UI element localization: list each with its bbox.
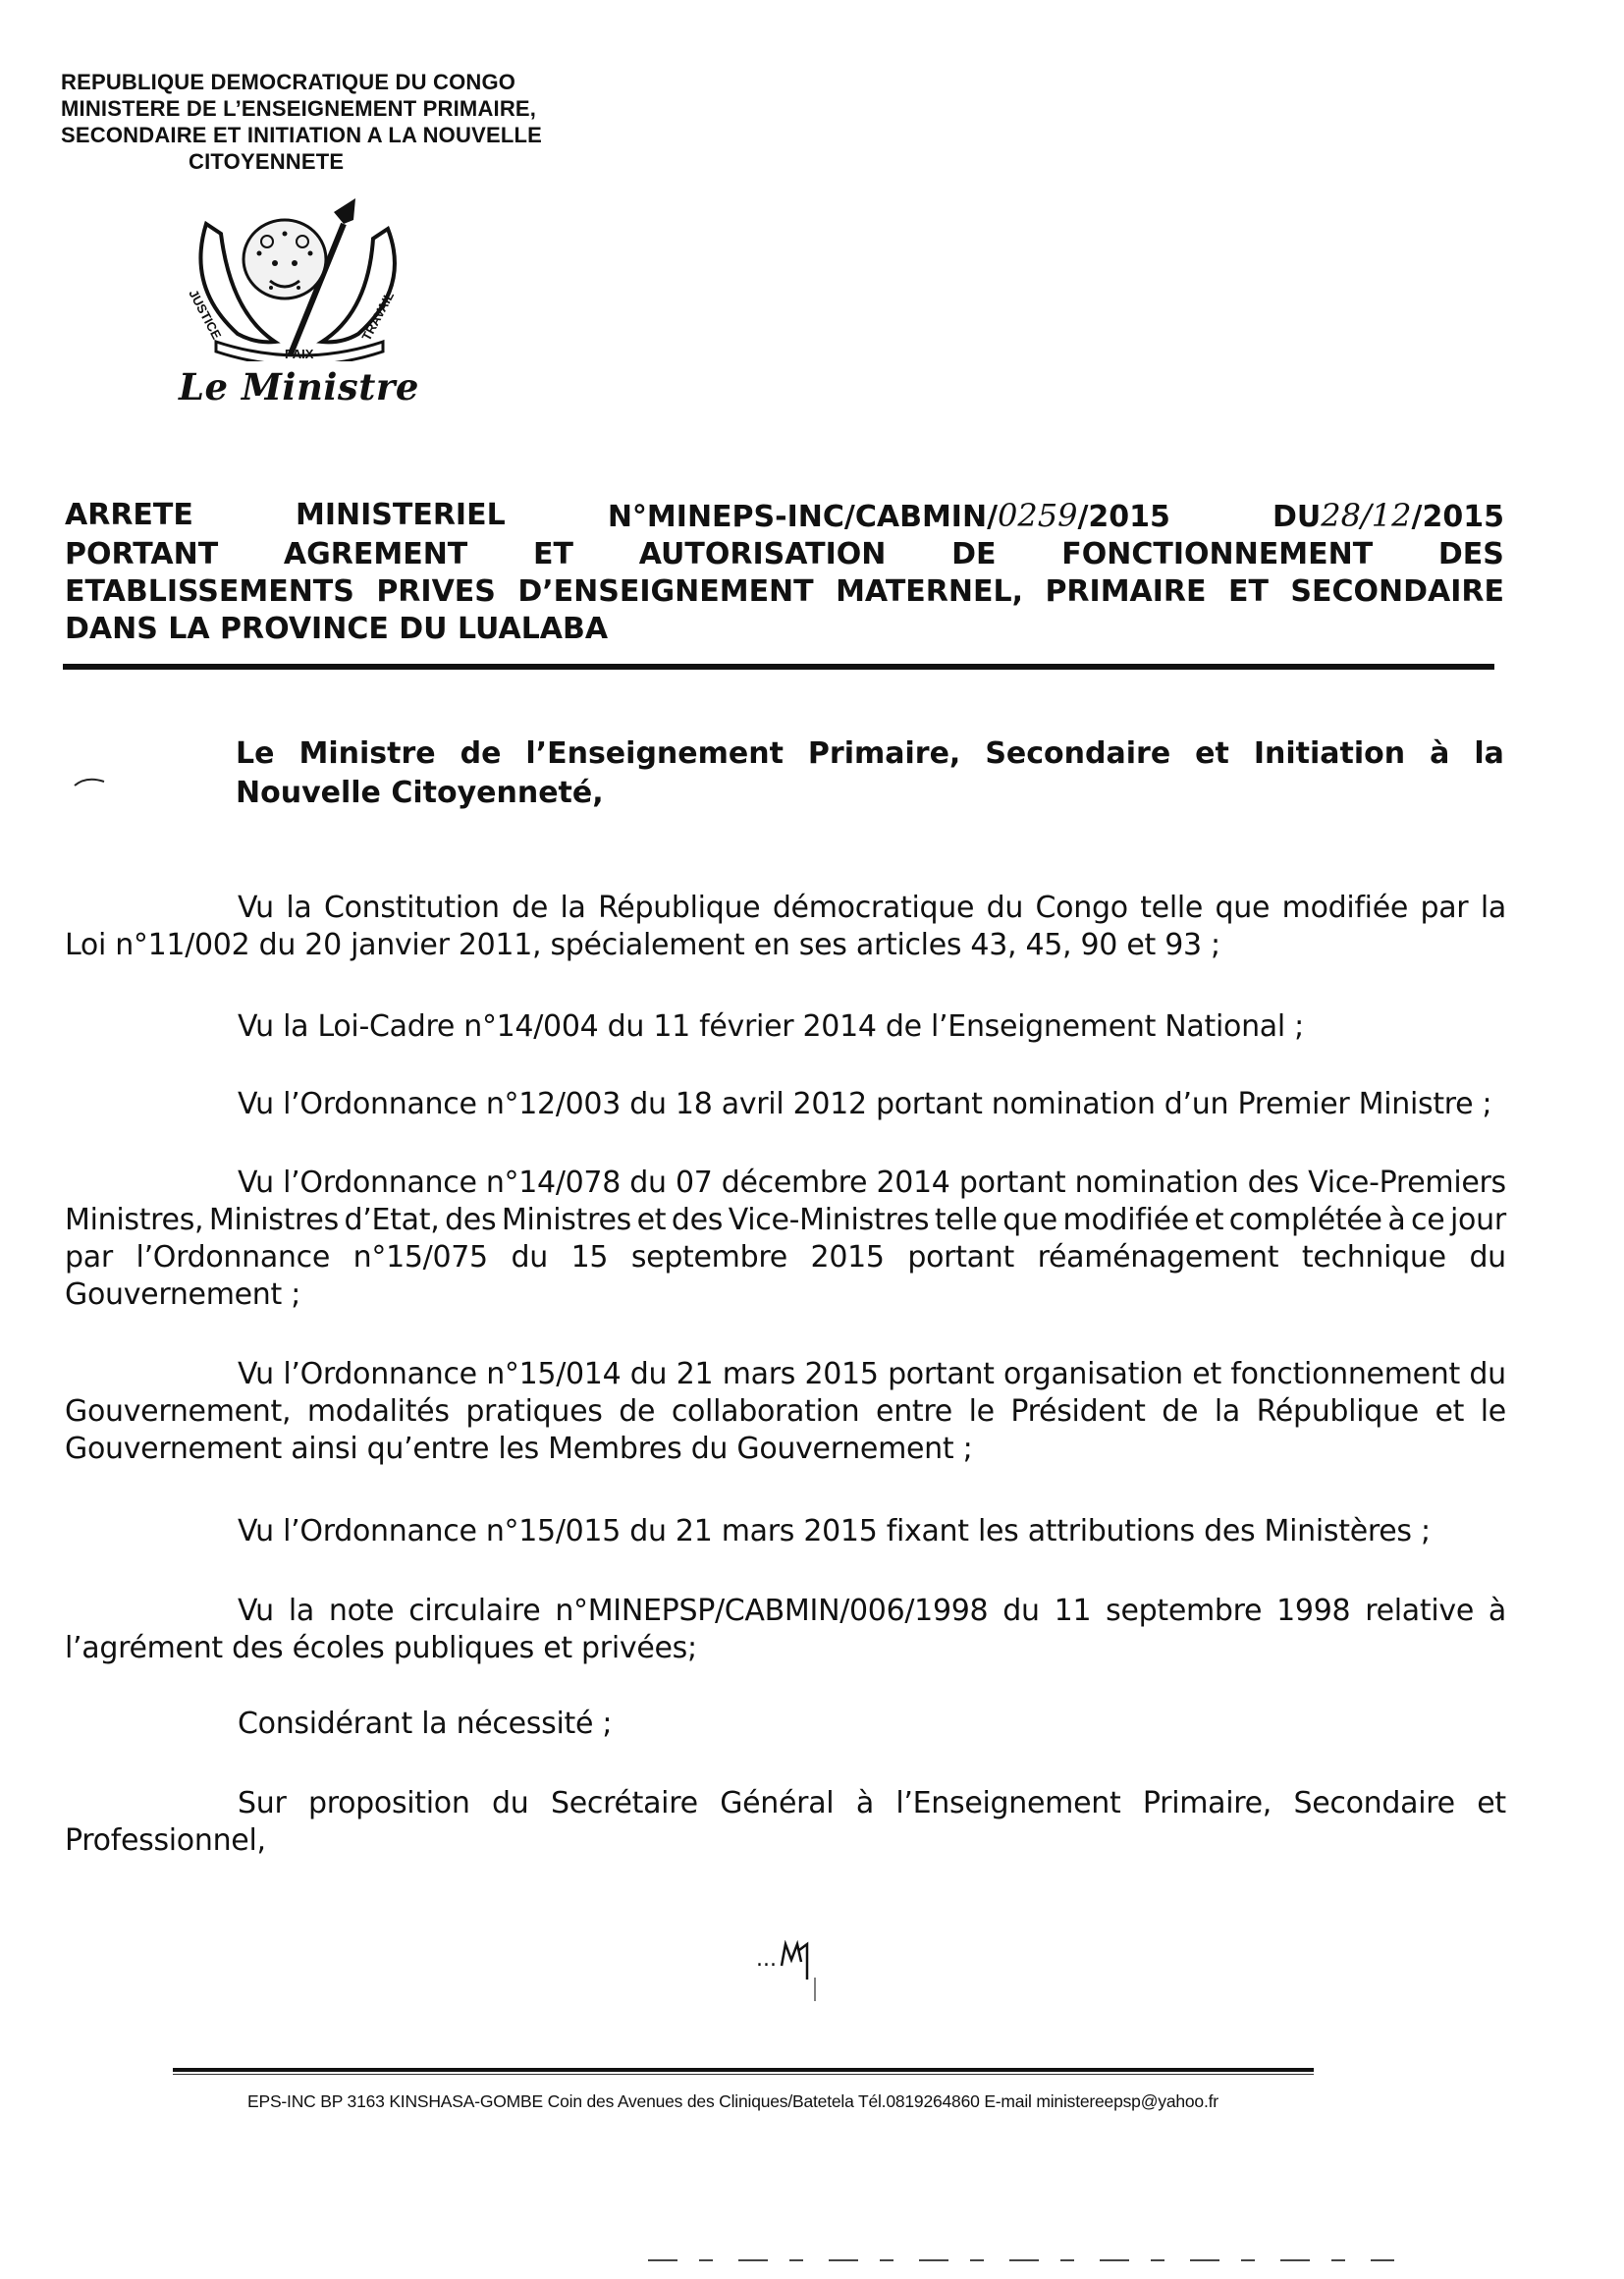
paragraph-considerant [65, 1706, 1506, 1743]
word: modifiée [1281, 891, 1409, 925]
paragraph-line [65, 1239, 1506, 1276]
word: proposition [307, 1786, 470, 1820]
paragraph-constitution [65, 890, 1506, 964]
title-word: AUTORISATION [638, 537, 887, 571]
word: du [629, 1357, 668, 1391]
word: Secondaire [1293, 1786, 1455, 1820]
word: Ministres [208, 1203, 339, 1237]
paragraph-line: Gouvernement ; [65, 1277, 301, 1312]
word: Vu [238, 1594, 274, 1628]
decree-date-sep: / [1361, 497, 1372, 534]
word: Primaire, [1142, 1786, 1272, 1820]
word: par [65, 1240, 113, 1275]
word: l’Ordonnance [283, 1357, 477, 1391]
word: du [629, 1166, 667, 1200]
word: ce [1411, 1203, 1445, 1237]
paragraph-line [65, 890, 1506, 927]
footer-divider [173, 2068, 1314, 2072]
word: fonctionnement [1230, 1357, 1460, 1391]
paragraph-line: Professionnel, [65, 1823, 266, 1858]
heading-word: de [460, 736, 502, 771]
decree-date-day: 28 [1321, 497, 1362, 534]
paragraph-ordonnance-gouvernement [65, 1165, 1506, 1314]
word: démocratique [772, 891, 975, 925]
title-word: FONCTIONNEMENT [1061, 537, 1374, 571]
heading-word: et [1195, 736, 1229, 771]
word: circulaire [408, 1594, 541, 1628]
word: Congo [1035, 891, 1128, 925]
word: 07 [675, 1166, 713, 1200]
title-word: SECONDAIRE [1290, 574, 1504, 609]
word: Constitution [323, 891, 500, 925]
decree-date [1272, 497, 1504, 536]
paragraph-loi-cadre [65, 1008, 1506, 1046]
paragraph-line [65, 1593, 1506, 1630]
word: le [968, 1394, 995, 1429]
word: note [328, 1594, 395, 1628]
emblem-motto-center: PAIX [285, 347, 314, 361]
word: complétée [1228, 1203, 1382, 1237]
word: République [598, 891, 761, 925]
title-word: ARRETE [65, 498, 193, 532]
letterhead [61, 69, 630, 175]
title-word: AGREMENT [283, 537, 468, 571]
continuation-dots: ... [756, 1947, 777, 1972]
paragraph-line: Considérant la nécessité ; [238, 1707, 613, 1741]
decree-number-prefix: N°MINEPS-INC/CABMIN/ [607, 500, 999, 534]
word: Sur [238, 1786, 287, 1820]
word: Ministres [501, 1203, 631, 1237]
minister-heading-row-1 [236, 734, 1504, 774]
word: à [1488, 1594, 1506, 1628]
heading-word: Secondaire [985, 736, 1171, 771]
word: des [445, 1203, 497, 1237]
minister-heading [236, 734, 1504, 813]
word: septembre [630, 1240, 787, 1275]
word: portant [907, 1240, 1014, 1275]
heading-word: l’Enseignement [525, 736, 784, 771]
paragraph-line [65, 1393, 1506, 1431]
word: du [1469, 1357, 1506, 1391]
word: la [1480, 891, 1506, 925]
word: technique [1301, 1240, 1446, 1275]
word: du [511, 1240, 548, 1275]
heading-word: Initiation [1253, 736, 1406, 771]
letterhead-line-ministry-3: CITOYENNETE [189, 149, 345, 174]
heading-word: Primaire, [807, 736, 961, 771]
word: la [288, 1594, 314, 1628]
decree-title [65, 497, 1504, 648]
title-word: PRIVES [376, 574, 496, 609]
minister-heading-row-2: Nouvelle Citoyenneté, [236, 776, 604, 810]
word: du [986, 891, 1024, 925]
word: nomination [1074, 1166, 1239, 1200]
paragraph-line: Vu l’Ordonnance n°15/015 du 21 mars 2015 fixant les attributions des Ministères ; [238, 1514, 1431, 1548]
word: septembre [1106, 1594, 1263, 1628]
word: 2014 [876, 1166, 950, 1200]
decree-title-row-1 [65, 497, 1504, 536]
word: relative [1365, 1594, 1474, 1628]
title-word: DE [951, 537, 997, 571]
word: l’Ordonnance [283, 1166, 477, 1200]
title-word: ET [1227, 574, 1269, 609]
decree-date-prefix: DU [1272, 500, 1322, 534]
word: que [1002, 1203, 1057, 1237]
word: de [619, 1394, 656, 1429]
word: portant [958, 1166, 1066, 1200]
heading-word: Ministre [298, 736, 436, 771]
paragraph-note-circulaire [65, 1593, 1506, 1667]
title-word: MINISTERIEL [295, 498, 506, 532]
letterhead-line-country: REPUBLIQUE DEMOCRATIQUE DU CONGO [61, 70, 516, 94]
title-word: PORTANT [65, 537, 219, 571]
paragraph-line: Loi n°11/002 du 20 janvier 2011, spécialement en ses articles 43, 45, 90 et 93 ; [65, 928, 1220, 962]
word: l’Ordonnance [135, 1240, 330, 1275]
word: décembre [721, 1166, 868, 1200]
word: des [1247, 1166, 1299, 1200]
decree-number [608, 497, 1170, 536]
paragraph-line: Vu l’Ordonnance n°12/003 du 18 avril 2012 portant nomination d’un Premier Ministre ; [238, 1087, 1492, 1121]
word: du [1002, 1594, 1040, 1628]
paragraph-line: Vu la Loi-Cadre n°14/004 du 11 février 2014 de l’Enseignement National ; [238, 1009, 1304, 1044]
word: collaboration [671, 1394, 860, 1429]
word: modifiée [1062, 1203, 1189, 1237]
decree-title-row-2 [65, 536, 1504, 573]
word: Gouvernement, [65, 1394, 292, 1429]
word: Président [1010, 1394, 1146, 1429]
heading-word: Le [236, 736, 275, 771]
word: et [1435, 1394, 1465, 1429]
word: Vu [238, 891, 274, 925]
word: Vice-Premiers [1308, 1166, 1506, 1200]
decree-title-row-4: DANS LA PROVINCE DU LUALABA [65, 612, 609, 646]
emblem-motto-left: JUSTICE [186, 287, 225, 342]
letterhead-line-ministry-2: SECONDAIRE ET INITIATION A LA NOUVELLE [61, 123, 542, 147]
paragraph-ordonnance-organisation [65, 1356, 1506, 1468]
scan-artifact [648, 2258, 1394, 2262]
word: 15 [570, 1240, 609, 1275]
paragraph-line: l’agrément des écoles publiques et privées; [65, 1631, 697, 1665]
word: 2015 [804, 1357, 879, 1391]
word: 21 [676, 1357, 714, 1391]
decree-number-year: /2015 [1077, 500, 1170, 534]
title-word: D’ENSEIGNEMENT [517, 574, 814, 609]
title-word: PRIMAIRE [1045, 574, 1207, 609]
decree-title-row-3 [65, 573, 1504, 611]
word: la [286, 891, 312, 925]
paragraph-line [65, 1165, 1506, 1202]
word: organisation [1003, 1357, 1183, 1391]
handwritten-initials-icon [756, 1940, 835, 2009]
word: de [512, 891, 549, 925]
word: du [492, 1786, 529, 1820]
word: n°MINEPSP/CABMIN/006/1998 [555, 1594, 989, 1628]
word: 11 [1054, 1594, 1092, 1628]
word: Vu [238, 1357, 274, 1391]
word: des [671, 1203, 724, 1237]
word: Secrétaire [550, 1786, 698, 1820]
word: Ministres, [65, 1203, 204, 1237]
title-divider [63, 664, 1494, 670]
paragraph-ordonnance-attributions [65, 1513, 1506, 1550]
word: Vu [238, 1166, 274, 1200]
word: et [1194, 1203, 1224, 1237]
congo-coat-of-arms-icon [177, 194, 422, 361]
decree-date-year: /2015 [1411, 500, 1504, 534]
title-word: MATERNEL, [836, 574, 1023, 609]
decree-date-month: 12 [1371, 497, 1412, 534]
heading-word: la [1474, 736, 1504, 771]
minister-signature-title: Le Ministre [179, 365, 419, 408]
paragraph-line: Gouvernement ainsi qu’entre les Membres du Gouvernement ; [65, 1432, 973, 1466]
word: la [560, 891, 586, 925]
footer-divider-thin [173, 2074, 1314, 2075]
word: l’Enseignement [895, 1786, 1121, 1820]
word: n°15/014 [486, 1357, 622, 1391]
paragraph-line [65, 1785, 1506, 1822]
word: telle [1140, 891, 1204, 925]
word: d’Etat, [344, 1203, 440, 1237]
word: et [1192, 1357, 1221, 1391]
word: réaménagement [1037, 1240, 1279, 1275]
word: par [1420, 891, 1469, 925]
title-word: ET [533, 537, 573, 571]
word: et [1477, 1786, 1506, 1820]
heading-word: à [1430, 736, 1450, 771]
title-word: DES [1437, 537, 1504, 571]
word: pratiques [465, 1394, 603, 1429]
word: Vice-Ministres [728, 1203, 930, 1237]
word: entre [876, 1394, 952, 1429]
word: Général [720, 1786, 835, 1820]
scan-mark-icon [73, 774, 106, 787]
emblem-motto-right: TRAVAIL [358, 289, 398, 344]
word: n°14/078 [485, 1166, 621, 1200]
word: portant [888, 1357, 995, 1391]
paragraph-ordonnance-premier-ministre [65, 1086, 1506, 1123]
word: du [1469, 1240, 1506, 1275]
word: République [1256, 1394, 1419, 1429]
paragraph-line [65, 1202, 1506, 1239]
title-word: ETABLISSEMENTS [65, 574, 354, 609]
word: et [636, 1203, 667, 1237]
word: le [1480, 1394, 1506, 1429]
word: n°15/075 [352, 1240, 488, 1275]
word: mars [722, 1357, 796, 1391]
footer-address: EPS-INC BP 3163 KINSHASA-GOMBE Coin des Avenues des Cliniques/Batetela Tél.0819264860 E-mail ministereepsp@yahoo.fr [247, 2091, 1218, 2111]
letterhead-line-ministry-1: MINISTERE DE L’ENSEIGNEMENT PRIMAIRE, [61, 96, 537, 121]
word: telle [934, 1203, 998, 1237]
word: à [1387, 1203, 1406, 1237]
word: 1998 [1276, 1594, 1351, 1628]
paragraph-line [65, 1356, 1506, 1393]
decree-number-handwritten: 0259 [998, 497, 1078, 534]
word: de [1162, 1394, 1199, 1429]
word: modalités [306, 1394, 450, 1429]
word: jour [1450, 1203, 1506, 1237]
word: la [1214, 1394, 1240, 1429]
paragraph-proposition [65, 1785, 1506, 1860]
word: que [1215, 891, 1271, 925]
word: à [855, 1786, 874, 1820]
word: 2015 [810, 1240, 885, 1275]
